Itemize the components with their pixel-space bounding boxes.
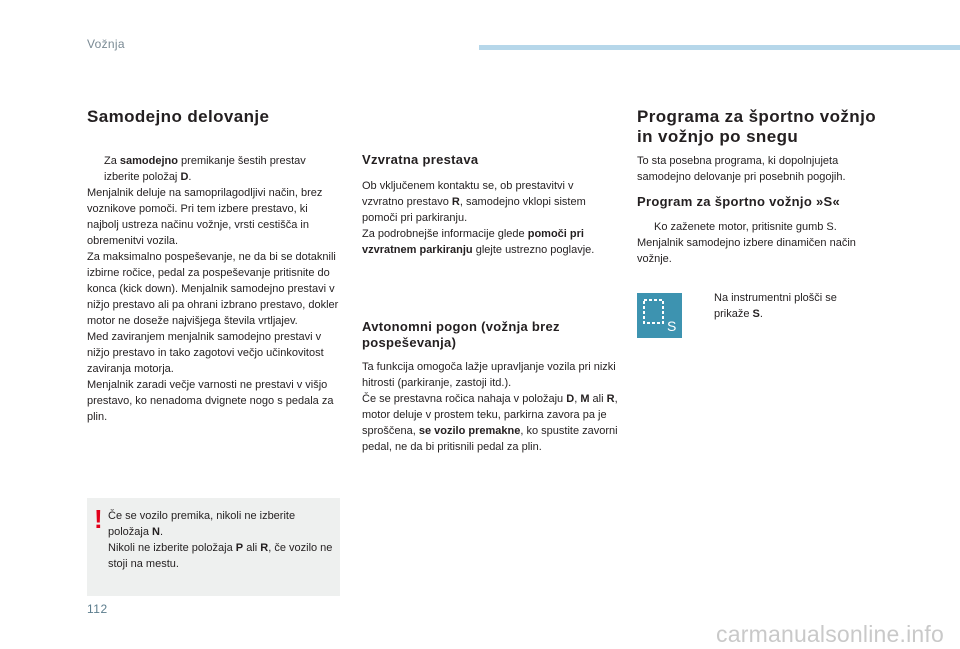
- bullet-text: Za samodejno premikanje šestih prestav izberite položaj D.: [104, 155, 306, 183]
- paragraph: To sta posebna programa, ki dopolnjujeta samodejno delovanje pri posebnih pogojih.: [637, 155, 846, 183]
- warning-box: [87, 498, 340, 596]
- bullet-arrow-icon: [87, 153, 104, 185]
- bullet-item: [87, 153, 341, 185]
- paragraph: Ob vključenem kontaktu se, ob prestavitvi v vzvratno prestavo R, samodejno vklopi sistem pomoči pri parkiranju.: [362, 180, 586, 224]
- icon-caption: Na instrumentni plošči se prikaže S.: [714, 292, 837, 320]
- page-number: 112: [87, 602, 108, 616]
- svg-text:S: S: [667, 318, 677, 334]
- paragraph: Menjalnik samodejno izbere dinamičen način vožnje.: [637, 237, 856, 265]
- section-heading-programs: Programa za športno vožnjo in vožnjo po snegu: [637, 107, 876, 146]
- section-heading-reverse: Vzvratna prestava: [362, 152, 479, 167]
- gear-ds-indicator-icon: [637, 293, 682, 338]
- warning-exclamation-icon: !: [94, 504, 103, 534]
- section-heading-sport: Program za športno vožnjo »S«: [637, 194, 841, 209]
- middle-column: [362, 152, 618, 258]
- paragraph: Za podrobnejše informacije glede pomoči pri vzvratnem parkiranju glejte ustrezno poglavje.: [362, 228, 595, 256]
- section-heading-autonomous: Avtonomni pogon (vožnja brez pospeševanja): [362, 319, 560, 350]
- paragraph: Ta funkcija omogoča lažje upravljanje vozila pri nizki hitrosti (parkiranje, zastoji itd.).: [362, 361, 616, 389]
- warning-text: Če se vozilo premika, nikoli ne izberite položaja N. Nikoli ne izberite položaja P ali R, če vozilo ne stoji na mestu.: [108, 510, 333, 570]
- gear-ds-indicator-graphic: [637, 293, 682, 338]
- chapter-title: Vožnja: [87, 37, 125, 51]
- section-heading-automatic: Samodejno delovanje: [87, 107, 270, 126]
- bullet-arrow-icon: [637, 219, 654, 235]
- bullet-item: Ko zaženete motor, pritisnite gumb S.: [637, 219, 882, 235]
- paragraph: Menjalnik deluje na samoprilagodljivi način, brez voznikove pomoči. Pri tem izbere prestavo, ki najbolj ustreza načinu vožnje, vrsti cestišča in obremenitvi vozila.: [87, 187, 323, 247]
- watermark: carmanualsonline.info: [716, 621, 944, 647]
- right-column: [637, 107, 882, 267]
- paragraph: Za maksimalno pospeševanje, ne da bi se dotaknili izbirne ročice, pedal za pospeševanje pritisnite do konca (kick down). Menjalnik samodejno prestavi v nižjo prestavo ali pa ohrani izbrano prestavo, dokler motor ne doseže najvišjega števila vrtljajev.: [87, 251, 339, 327]
- paragraph: Če se prestavna ročica nahaja v položaju D, M ali R, motor deluje v prostem teku, parkirna zavora pa je sproščena, se vozilo premakne, ko spustite zavorni pedal, ne da bi pritisnili pedal za plin.: [362, 393, 618, 453]
- header-bar: [479, 45, 960, 50]
- paragraph: Menjalnik zaradi večje varnosti ne prestavi v višjo prestavo, ko nenadoma dvignete nogo s pedala za plin.: [87, 379, 334, 423]
- paragraph: Med zaviranjem menjalnik samodejno prestavi v nižjo prestavo in tako zagotovi večjo učinkovitost zaviranja motorja.: [87, 331, 324, 375]
- left-column: [87, 107, 341, 425]
- middle-column-autonomous: [362, 319, 618, 455]
